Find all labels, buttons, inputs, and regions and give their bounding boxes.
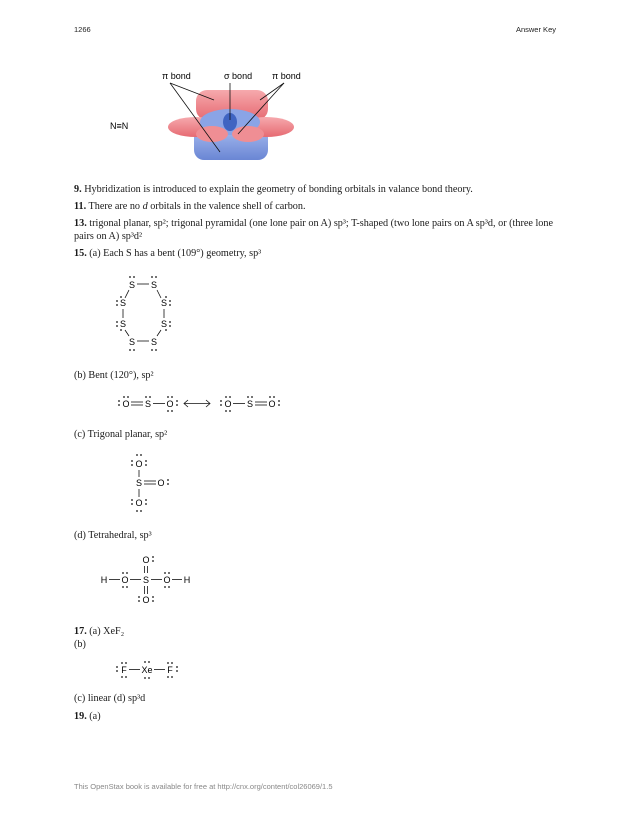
- sigma-bond-label: σ bond: [224, 71, 253, 81]
- n2-orbital-figure: [100, 62, 330, 172]
- answer-15b: (b) Bent (120°), sp²: [74, 370, 154, 381]
- footer-note: This OpenStax book is available for free at http://cnx.org/content/col26069/1.5: [74, 782, 333, 791]
- so3-structure: [124, 452, 174, 514]
- answer-11: 11. There are no d orbitals in the valence shell of carbon.: [74, 201, 306, 212]
- so2-resonance-structure: [114, 393, 284, 415]
- svg-text:S: S: [150, 280, 158, 290]
- h2so4-structure: [96, 552, 196, 608]
- svg-text:H: H: [183, 575, 191, 585]
- s8-ring-structure: [108, 272, 178, 354]
- svg-text:S: S: [142, 575, 150, 585]
- n2-formula: N≡N: [110, 121, 129, 131]
- xef2-structure: [114, 658, 184, 682]
- svg-text:O: O: [121, 575, 129, 585]
- svg-text:S: S: [246, 399, 254, 409]
- answer-15c: (c) Trigonal planar, sp²: [74, 429, 168, 440]
- svg-text:S: S: [150, 337, 158, 347]
- svg-text:S: S: [160, 319, 168, 329]
- svg-text:O: O: [135, 459, 143, 469]
- answer-9: 9. Hybridization is introduced to explain the geometry of bonding orbitals in valance bond theory.: [74, 184, 473, 195]
- svg-text:S: S: [135, 478, 143, 488]
- svg-text:O: O: [142, 555, 150, 565]
- answer-15d: (d) Tetrahedral, sp³: [74, 530, 152, 541]
- svg-text:H: H: [100, 575, 108, 585]
- answer-17cd: (c) linear (d) sp³d: [74, 693, 146, 704]
- answer-17b: (b): [74, 639, 86, 650]
- page-number: 1266: [74, 25, 91, 34]
- svg-text:O: O: [142, 595, 150, 605]
- answer-17a: 17. (a) XeF₂: [74, 626, 125, 637]
- svg-text:S: S: [119, 319, 127, 329]
- svg-text:F: F: [167, 665, 173, 675]
- pi-bond-label-left: π bond: [162, 71, 191, 81]
- answer-13: 13. trigonal planar, sp²; trigonal pyramidal (one lone pair on A) sp³; T-shaped (two lone pairs on A sp³d, or (three lone pairs on A) sp³d²: [74, 218, 553, 242]
- svg-text:O: O: [166, 399, 174, 409]
- svg-text:O: O: [122, 399, 130, 409]
- svg-text:O: O: [224, 399, 232, 409]
- pi-bond-label-right: π bond: [272, 71, 301, 81]
- svg-text:S: S: [119, 298, 127, 308]
- svg-text:O: O: [157, 478, 165, 488]
- svg-text:O: O: [268, 399, 276, 409]
- svg-text:F: F: [121, 665, 127, 675]
- svg-text:Xe: Xe: [141, 665, 153, 675]
- answer-19: 19. (a): [74, 711, 101, 722]
- svg-text:S: S: [160, 298, 168, 308]
- svg-text:S: S: [128, 280, 136, 290]
- svg-text:O: O: [135, 498, 143, 508]
- svg-text:O: O: [163, 575, 171, 585]
- svg-text:S: S: [128, 337, 136, 347]
- svg-text:S: S: [144, 399, 152, 409]
- answer-15a: 15. (a) Each S has a bent (109°) geometry, sp³: [74, 248, 262, 259]
- section-title: Answer Key: [515, 25, 556, 34]
